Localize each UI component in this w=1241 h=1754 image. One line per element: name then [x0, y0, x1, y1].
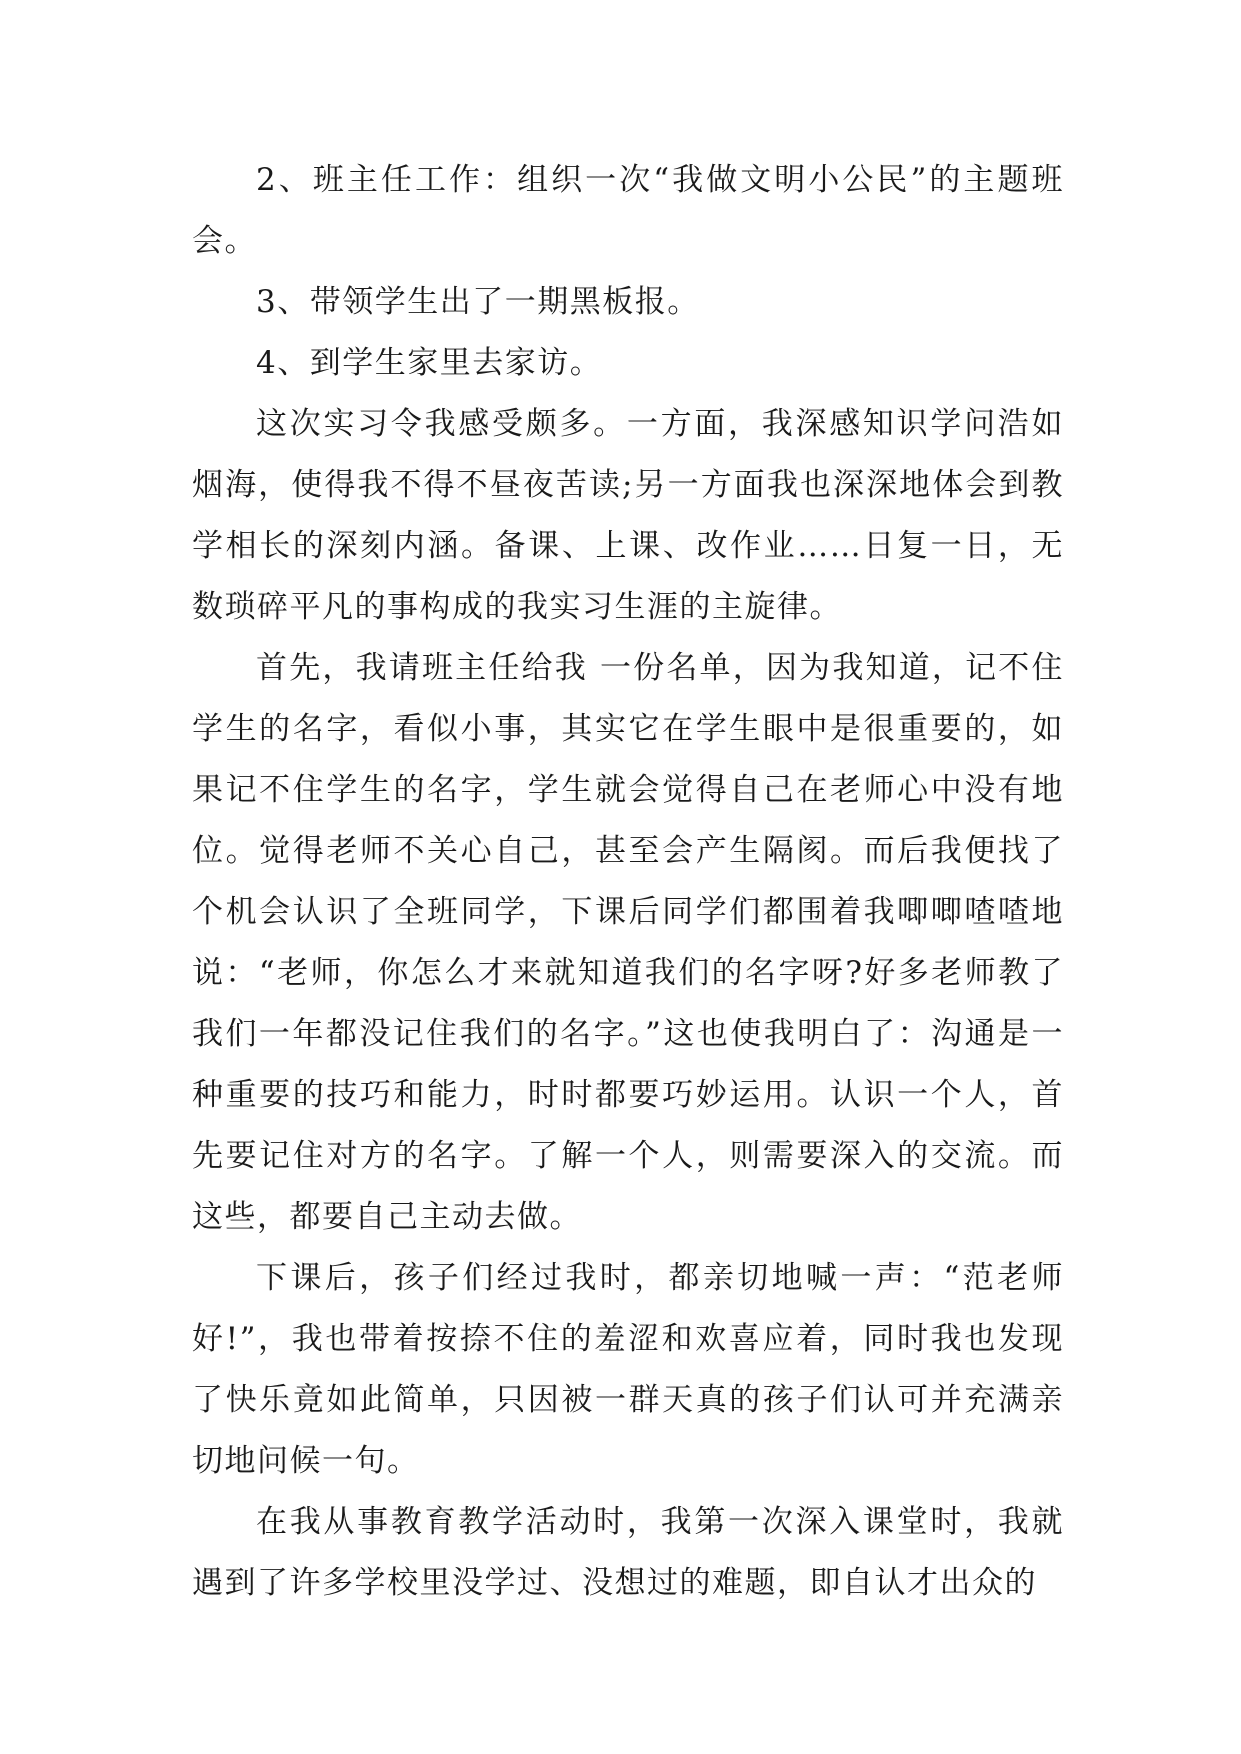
paragraph-item-3: 3、带领学生出了一期黑板报。	[256, 284, 700, 320]
paragraph-greeting: 下课后，孩子们经过我时，都亲切地喊一声：“范老师好!”，我也带着按捺不住的羞涩和欢喜应着，同时我也发现了快乐竟如此简单，只因被一群天真的孩子们认可并充满亲切地问候一句。	[192, 1260, 1064, 1479]
paragraph-item-4: 4、到学生家里去家访。	[256, 345, 603, 381]
paragraph-teaching: 在我从事教育教学活动时，我第一次深入课堂时，我就遇到了许多学校里没学过、没想过的难题，即自认才出众的	[192, 1504, 1064, 1601]
document-body	[192, 150, 1064, 1614]
paragraph-names: 首先，我请班主任给我 一份名单，因为我知道，记不住学生的名字，看似小事，其实它在学生眼中是很重要的，如果记不住学生的名字，学生就会觉得自己在老师心中没有地位。觉得老师不关心自己，甚至会产生隔阂。而后我便找了个机会认识了全班同学，下课后同学们都围着我唧唧喳喳地说：“老师，你怎么才来就知道我们的名字呀?好多老师教了我们一年都没记住我们的名字。”这也使我明白了：沟通是一种重要的技巧和能力，时时都要巧妙运用。认识一个人，首先要记住对方的名字。了解一个人，则需要深入的交流。而这些，都要自己主动去做。	[192, 650, 1064, 1235]
paragraph-item-2: 2、班主任工作：组织一次“我做文明小公民”的主题班会。	[192, 162, 1064, 259]
paragraph-reflection: 这次实习令我感受颇多。一方面，我深感知识学问浩如烟海，使得我不得不昼夜苦读;另一方面我也深深地体会到教学相长的深刻内涵。备课、上课、改作业……日复一日，无数琐碎平凡的事构成的我实习生涯的主旋律。	[192, 406, 1064, 625]
